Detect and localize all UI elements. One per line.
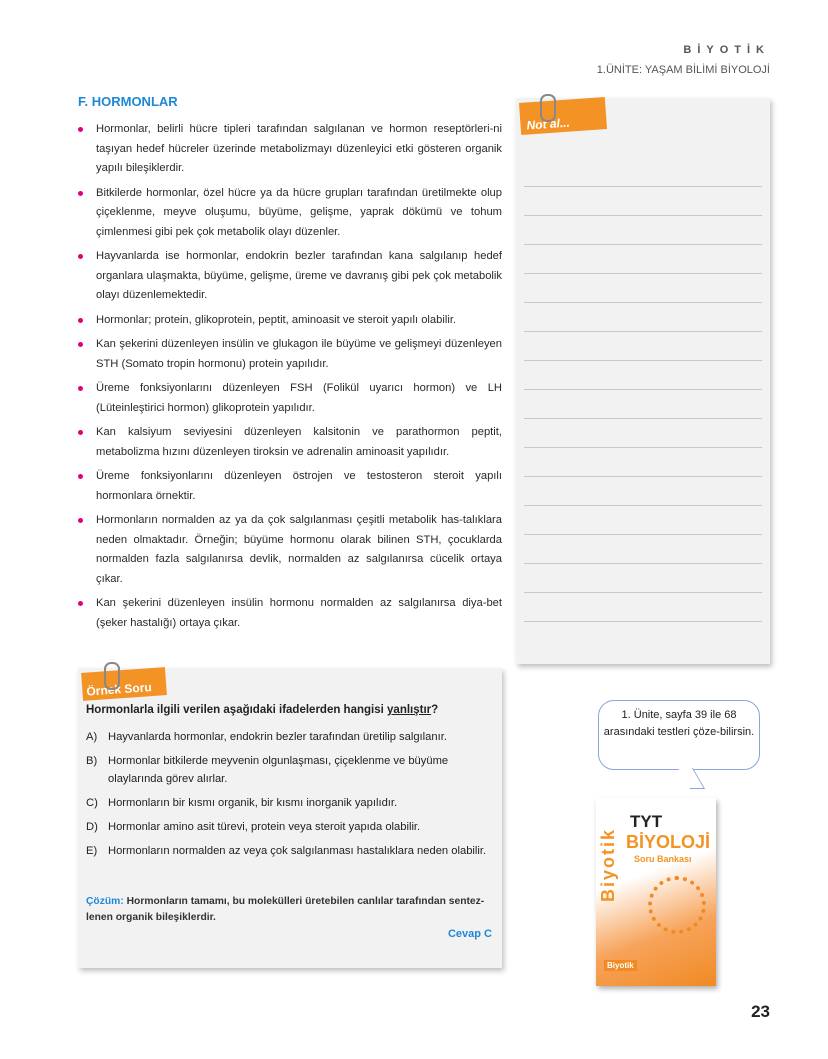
book-cover-image xyxy=(596,798,716,986)
answer-options xyxy=(86,728,496,866)
option-c: C) Hormonların bir kısmı organik, bir kısmı inorganik yapılıdır. xyxy=(86,797,398,809)
bullet-item: Üreme fonksiyonlarını düzenleyen östrojen ve testosteron steroit yapılı hormonlara örnektir. xyxy=(78,467,502,506)
paperclip-icon xyxy=(104,662,120,690)
bullet-item: Kan kalsiyum seviyesini düzenleyen kalsitonin ve parathormon peptit, metabolizma hızını düzenleyen tiroksin ve adrenalin aminoasit yapılıdır. xyxy=(78,423,502,462)
page-number: 23 xyxy=(751,1002,770,1021)
bullet-dot-icon xyxy=(78,318,83,323)
bullet-item: Bitkilerde hormonlar, özel hücre ya da hücre grupları tarafından üretilmekte olup çiçeklenme, meyve oluşumu, büyüme, gelişme, yaprak dökümü ve tohum çimlenmesi gibi pek çok metabolik olayı düzenler. xyxy=(78,184,502,243)
book-spine-text: Biyotik xyxy=(598,828,618,903)
bullet-item: Hormonların normalden az ya da çok salgılanması çeşitli metabolik has-talıklara neden olmaktadır. Örneğin; büyüme hormonu olarak bilinen STH, çocuklarda normalden fazla salgılanırsa devlik, normalden az salgılanırsa cücelik ortaya çıkar. xyxy=(78,511,502,589)
book-subtitle: Soru Bankası xyxy=(634,854,692,864)
bullet-item: Kan şekerini düzenleyen insülin hormonu normalden az salgılanırsa diya-bet (şeker hastalığı) ortaya çıkar. xyxy=(78,594,502,633)
bullet-item: Üreme fonksiyonlarını düzenleyen FSH (Folikül uyarıcı hormon) ve LH (Lüteinleştirici hormon) glikoprotein yapılıdır. xyxy=(78,379,502,418)
bullet-dot-icon xyxy=(78,474,83,479)
question-text: Hormonlarla ilgili verilen aşağıdaki ifadelerden hangisi yanlıştır? xyxy=(86,704,439,716)
section-title: F. HORMONLAR xyxy=(78,94,178,109)
speech-bubble-tail xyxy=(678,768,705,789)
option-e: E) Hormonların normalden az veya çok salgılanması hastalıklara neden olabilir. xyxy=(86,845,487,857)
bullet-dot-icon xyxy=(78,191,83,196)
bullet-item: Hormonlar; protein, glikoprotein, peptit, aminoasit ve steroit yapılı olabilir. xyxy=(78,311,502,331)
book-logo: Biyotik xyxy=(604,960,637,971)
bullet-dot-icon xyxy=(78,127,83,132)
paperclip-icon xyxy=(540,94,556,122)
speech-bubble: 1. Ünite, sayfa 39 ile 68 arasındaki testleri çöze-bilirsin. xyxy=(598,700,760,770)
brand-header: BİYOTİK xyxy=(683,44,770,56)
bullet-item: Kan şekerini düzenleyen insülin ve glukagon ile büyüme ve gelişmeyi düzenleyen STH (Somato tropin hormonu) protein yapılıdır. xyxy=(78,335,502,374)
option-a: A) Hayvanlarda hormonlar, endokrin bezler tarafından üretilip salgılanır. xyxy=(86,731,447,743)
answer-label: Cevap C xyxy=(447,928,492,940)
notes-panel xyxy=(516,98,770,664)
bullet-dot-icon xyxy=(78,386,83,391)
bullet-dot-icon xyxy=(78,601,83,606)
solution-text: Çözüm: Hormonların tamamı, bu molekülleri üretebilen canlılar tarafından sentez-lenen organik bileşiklerdir. xyxy=(86,896,485,923)
unit-header: 1.ÜNİTE: YAŞAM BİLİMİ BİYOLOJİ xyxy=(596,64,770,76)
option-d: D) Hormonlar amino asit türevi, protein veya steroit yapıda olabilir. xyxy=(86,821,421,833)
notes-lines xyxy=(524,158,762,644)
book-title-biyoloji: BİYOLOJİ xyxy=(626,832,711,852)
dna-ring-icon xyxy=(648,876,706,934)
option-b: B) Hormonlar bitkilerde meyvenin olgunlaşması, çiçeklenme ve büyüme olaylarında görev alırlar. xyxy=(86,755,449,785)
bullet-item: Hayvanlarda ise hormonlar, endokrin bezler tarafından kana salgılanıp hedef organlara ulaşmakta, büyüme, gelişme, üreme ve davranış gibi pek çok metabolik olayı düzenlemektedir. xyxy=(78,247,502,306)
hormone-bullet-list xyxy=(78,120,502,638)
book-title-tyt: TYT xyxy=(630,812,663,831)
bullet-item: Hormonlar, belirli hücre tipleri tarafından salgılanan ve hormon reseptörleri-ni taşıyan hedef hücreler üzerinde metabolizmayı düzenleyici etki gösteren organik yapılı bileşiklerdir. xyxy=(78,120,502,179)
bullet-dot-icon xyxy=(78,254,83,259)
bullet-dot-icon xyxy=(78,430,83,435)
bullet-dot-icon xyxy=(78,518,83,523)
example-tag: Örnek Soru xyxy=(81,667,167,701)
bullet-dot-icon xyxy=(78,342,83,347)
notes-tag: Not al... xyxy=(519,97,607,135)
